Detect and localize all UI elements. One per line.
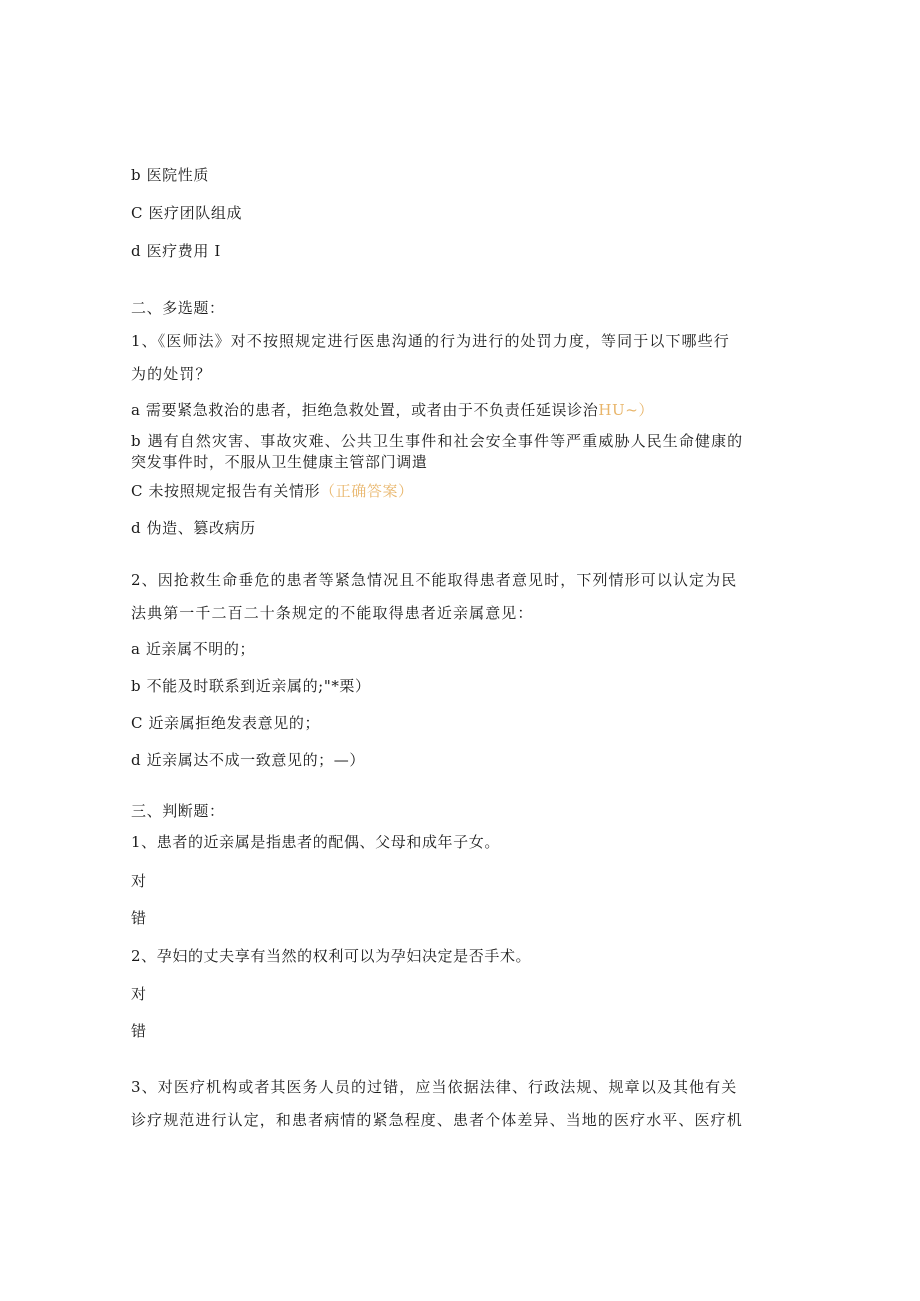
prev-option-b: b 医院性质 (131, 166, 209, 184)
question-stem-line: 2、因抢救生命垂危的患者等紧急情况且不能取得患者意见时，下列情形可以认定为民 (131, 571, 738, 589)
option-c: C 近亲属拒绝发表意见的； (131, 714, 321, 732)
question-stem-line: 1、《医师法》对不按照规定进行医患沟通的行为进行的处罚力度，等同于以下哪些行 (131, 332, 730, 350)
option-a (131, 400, 654, 420)
option-d: d 近亲属达不成一致意见的；—） (131, 751, 365, 769)
question-stem: 2、孕妇的丈夫享有当然的权利可以为孕妇决定是否手术。 (131, 947, 532, 965)
section-heading-true-false: 三、判断题： (131, 802, 225, 820)
option-text: a 需要紧急救治的患者，拒绝急救处置，或者由于不负责任延误诊治 (131, 401, 599, 419)
prev-option-d: d 医疗费用 I (131, 242, 221, 260)
option-a: a 近亲属不明的； (131, 640, 256, 658)
question-stem-line: 诊疗规范进行认定，和患者病情的紧急程度、患者个体差异、当地的医疗水平、医疗机 (131, 1111, 743, 1129)
option-true: 对 (131, 985, 147, 1003)
section-heading-multiple-choice: 二、多选题： (131, 299, 225, 317)
option-d: d 伪造、篡改病历 (131, 519, 256, 537)
option-b-line: 突发事件时，不服从卫生健康主管部门调遣 (131, 453, 428, 471)
option-false: 错 (131, 1022, 147, 1040)
answer-mark: （正确答案） (320, 482, 414, 500)
question-stem-line: 法典第一千二百二十条规定的不能取得患者近亲属意见： (131, 604, 534, 622)
option-c (131, 481, 414, 501)
option-true: 对 (131, 872, 147, 890)
question-stem-line: 为的处罚？ (131, 365, 212, 383)
prev-option-c: C 医疗团队组成 (131, 204, 243, 222)
question-stem: 1、患者的近亲属是指患者的配偶、父母和成年子女。 (131, 833, 500, 851)
option-b-line: b 遇有自然灾害、事故灾难、公共卫生事件和社会安全事件等严重威胁人民生命健康的 (131, 432, 744, 450)
option-text: C 未按照规定报告有关情形 (131, 482, 321, 500)
option-false: 错 (131, 909, 147, 927)
option-b: b 不能及时联系到近亲属的;"*栗） (131, 677, 371, 695)
question-stem-line: 3、对医疗机构或者其医务人员的过错，应当依据法律、行政法规、规章以及其他有关 (131, 1078, 738, 1096)
answer-mark: HU~） (598, 401, 655, 419)
